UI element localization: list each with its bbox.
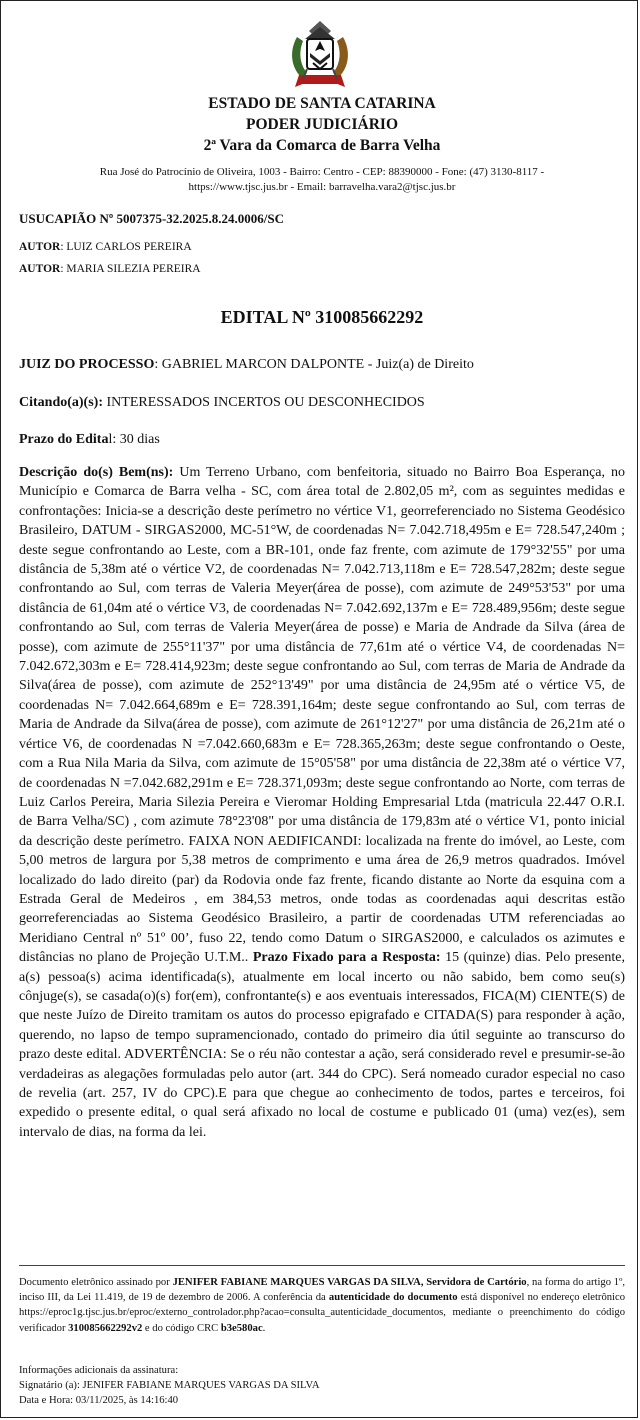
author-label: AUTOR (19, 263, 61, 275)
signature-notice (19, 1275, 625, 1336)
notice-text: . (262, 1322, 266, 1334)
signature-datetime: Data e Hora: 03/11/2025, às 14:16:40 (19, 1395, 179, 1406)
description-text-continued: 15 (quinze) dias. Pelo presente, a(s) pessoa(s) acima identificada(s), atualmente em local incerto ou não sabido, bem como seu(s) cônjuge(s), se casada(o)(s) for(em), confrontante(s) e aos eventuais interessados, FICA(M) CIENTE(S) de que neste Juízo de Direito tramitam os autos do processo epigrafado e CITADA(S) para responder à ação, querendo, no lapso de tempo supramencionado, contado do primeiro dia útil seguinte ao transcurso do prazo deste edital. ADVERTÊNCIA: Se o réu não contestar a ação, será considerado revel e presumir-se-ão verdadeiras as alegações formuladas pelo autor (art. 344 do CPC). Será nomeado curador especial no caso de revelia (art. 257, IV do CPC).E para que chegue ao conhecimento de todos, partes e terceiros, foi expedido o presente edital, o qual será afixado no local de costume e publicado 01 (uma) vez(es), sem intervalo de dias, na forma da lei. (19, 950, 626, 1140)
judge-label: JUIZ DO PROCESSO (19, 357, 155, 372)
reply-deadline-label: Prazo Fixado para a Resposta: (252, 950, 441, 966)
case-number: USUCAPIÃO Nº 5007375-32.2025.8.24.0006/SC (19, 211, 285, 226)
state-name: ESTADO DE SANTA CATARINA (208, 95, 436, 112)
signatory: Signatário (a): JENIFER FABIANE MARQUES VARGAS DA SILVA (19, 1380, 320, 1391)
deadline-line (19, 432, 160, 448)
notice-text: e do código CRC (142, 1322, 221, 1334)
judge-value: : GABRIEL MARCON DALPONTE - Juiz(a) de Direito (154, 357, 474, 372)
author-line-1 (19, 241, 192, 253)
cited-line (19, 395, 425, 411)
notice-text: Documento eletrônico assinado por (19, 1277, 173, 1288)
judge-line (19, 357, 474, 373)
notice-text: está disponível no endereço eletrônico https://eproc1g.tjsc.jus.br/eproc/externo_controlador.php?acao=consulta_autenticidade_documentos, mediante o preenchimento do código verificador (19, 1292, 625, 1334)
crc-code: b3e580ac (220, 1322, 263, 1334)
author-name: : MARIA SILEZIA PEREIRA (60, 263, 201, 275)
description-label: Descrição do(s) Bem(ns): (19, 465, 174, 480)
author-name: : LUIZ CARLOS PEREIRA (60, 241, 192, 253)
deadline-label: Prazo do Edita (19, 432, 109, 447)
state-coat-of-arms-icon (285, 17, 355, 93)
address-line-2: https://www.tjsc.jus.br - Email: barravelha.vara2@tjsc.jus.br (188, 181, 456, 193)
court-address (19, 165, 625, 195)
court-header (19, 93, 625, 156)
notice-text: , na forma do artigo 1º, inciso III, da Lei 11.419, de 19 de dezembro de 2006. A conferência da (19, 1277, 626, 1304)
address-line-1: Rua José do Patrocínio de Oliveira, 1003 - Bairro: Centro - CEP: 88390000 - Fone: (47) 3130-8117 - (99, 166, 545, 178)
signature-info (19, 1363, 625, 1408)
verification-code: 310085662292v2 (68, 1322, 143, 1334)
description-text: Um Terreno Urbano, com benfeitoria, situado no Bairro Boa Esperança, no Município e Comarca de Barra velha - SC, com área total de 2.802,05 m², com as seguintes medidas e confrontações: Inicia-se a descrição deste perímetro no vértice V1, georreferenciado no Sistema Geodésico Brasileiro, DATUM - SIRGAS2000, MC-51°W, de coordenadas N= 7.042.718,495m e E= 728.547,240m ; deste segue confrontando ao Leste, com a BR-101, onde faz frente, com azimute de 179°32'55" por uma distância de 5,38m até o vértice V2, de coordenadas N= 7.042.713,118m e E= 728.547,282m; deste segue confrontando ao Sul, com terras de Valeria Meyer(área de posse), com azimute de 249°53'53" por uma distância de 61,04m até o vértice V3, de coordenadas N= 7.042.692,137m e E= 728.489,956m; deste segue confrontando ao Sul, com terras de Valeria Meyer(área de posse) e Maria de Andrade da Silva (área de posse), com azimute de 255°11'37" por uma distância de 77,61m até o vértice V4, de coordenadas N= 7.042.672,303m e E= 728.414,923m; deste segue confrontando ao Sul, com terras de Maria de Andrade da Silva(área de posse), com azimute de 252°13'49" por uma distância de 24,95m até o vértice V5, de coordenadas N= 7.042.664,689m e E= 728.391,164m; deste segue confrontando ao Sul, com terras de Maria de Andrade da Silva(área de posse), com azimute de 261°12'27" por uma distância de 26,21m até o vértice V6, de coordenadas N =7.042.660,683m e E= 728.365,263m; deste segue confrontando o Oeste, com a Rua Nila Maria da Silva, com azimute de 15°05'58" por uma distância de 22,38m até o vértice V7, de coordenadas N =7.042.682,291m e E= 728.371,093m; deste segue confrontando ao Norte, com terras de Luiz Carlos Pereira, Maria Silezia Pereira e Vieromar Holding Empresarial Ltda (matricula 22.447 O.R.I. de Barra Velha/SC) , com azimute 78°23'08" por uma distância de 179,83m até o vértice V1, ponto inicial da descrição deste perímetro. FAIXA NON AEDIFICANDI: localizada na frente do imóvel, ao Leste, com 5,00 metros de largura por 5,38 metros de comprimento e uma área de 26,9 metros quadrados. Imóvel localizado do lado direito (par) da Rodovia onde faz frente, ficando distante ao Norte da esquina com a Estrada Geral de Medeiros , em 384,53 metros, onde todas as coordenadas aqui descritas estão georreferenciadas ao Sistema Geodésico Brasileiro, a partir de coordenadas UTM referenciadas ao Meridiano Central nº 51º 00’, fuso 22, tendo como Datum o SIRGAS2000, e calculados os azimutes e distâncias no plano de Projeção U.T.M.. (19, 465, 626, 966)
author-line-2 (19, 263, 201, 275)
footer-divider (19, 1265, 625, 1266)
court-name: 2ª Vara da Comarca de Barra Velha (203, 137, 441, 154)
cited-value: INTERESSADOS INCERTOS OU DESCONHECIDOS (103, 395, 425, 410)
judiciary-name: PODER JUDICIÁRIO (246, 116, 398, 133)
signature-info-label: Informações adicionais da assinatura: (19, 1365, 179, 1376)
property-description (19, 463, 625, 1142)
author-label: AUTOR (19, 241, 61, 253)
deadline-value: l: 30 dias (108, 432, 160, 447)
signer-name: JENIFER FABIANE MARQUES VARGAS DA SILVA, Servidora de Cartório (172, 1277, 527, 1288)
cited-label: Citando(a)(s): (19, 395, 103, 410)
edital-title: EDITAL Nº 310085662292 (220, 307, 424, 327)
authenticity-label: autenticidade do documento (328, 1292, 458, 1304)
